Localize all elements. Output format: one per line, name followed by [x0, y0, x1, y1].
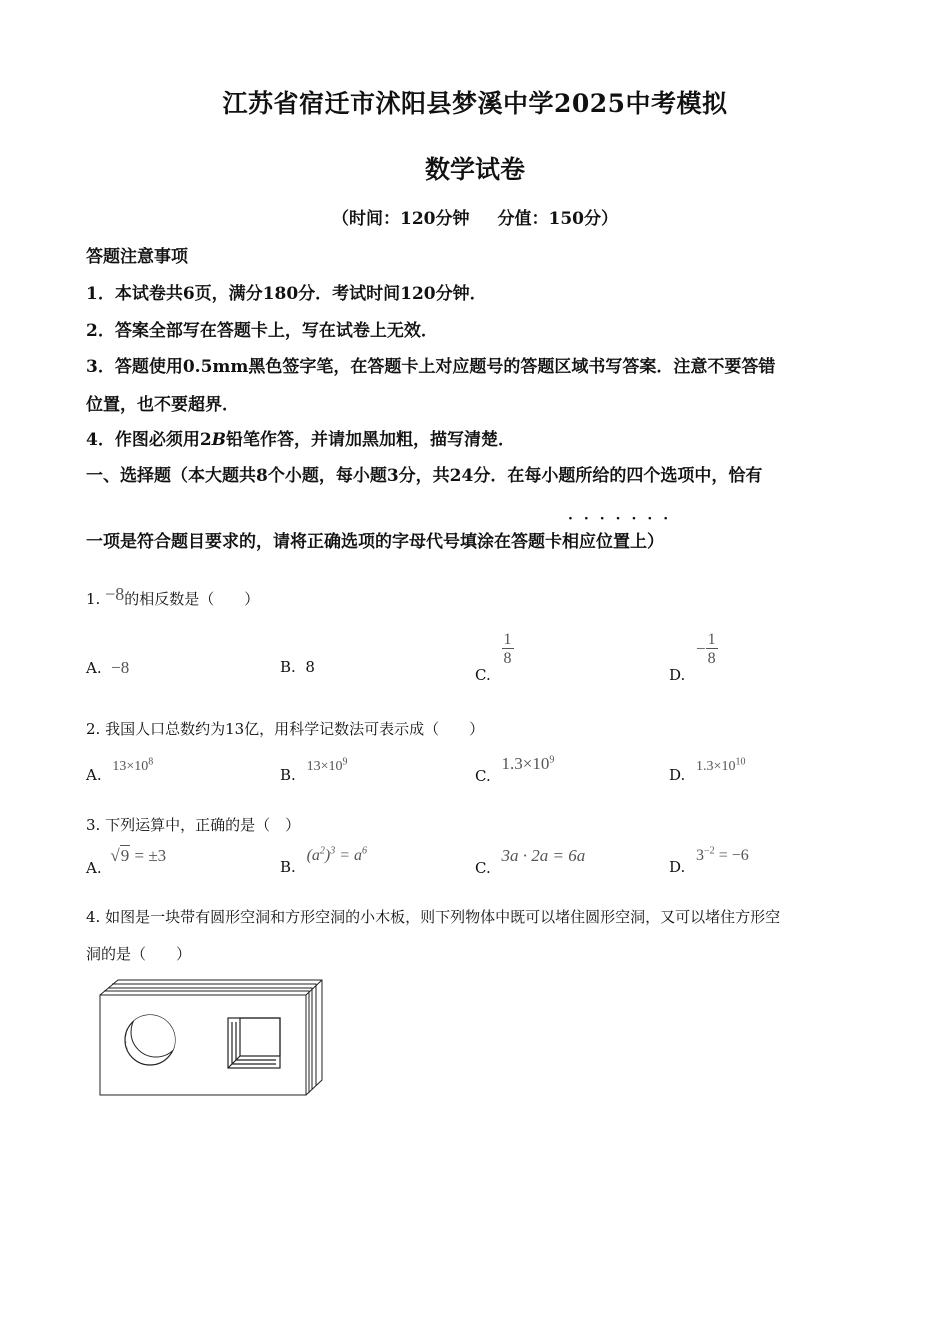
option-label: C.: [475, 767, 491, 785]
q1-option-a[interactable]: [86, 658, 129, 678]
exam-title: 江苏省宿迁市沭阳县梦溪中学2025中考模拟: [222, 89, 728, 118]
square-hole: [228, 1018, 280, 1068]
option-label: D.: [669, 766, 686, 784]
paren: ): [324, 847, 331, 865]
option-label: B.: [280, 658, 296, 676]
exponent: 8: [148, 756, 154, 768]
base: 1.3×10: [501, 754, 550, 773]
q1-number: 1.: [86, 590, 101, 608]
wooden-board-figure: [98, 978, 328, 1100]
option-value: [306, 756, 348, 774]
score-label: 分值：150分）: [497, 209, 618, 229]
exponent: −2: [704, 846, 715, 857]
q3-option-b[interactable]: [280, 846, 368, 877]
question-4b: 洞的是（ ）: [86, 945, 192, 963]
option-value: 8: [305, 658, 315, 676]
note-4-post: 铅笔作答，并请加黑加粗，描写清楚．: [226, 430, 516, 450]
option-value: [696, 847, 749, 864]
q1-option-b[interactable]: [280, 658, 315, 676]
exp-3: 6: [362, 846, 368, 857]
note-3a: 3．答题使用0.5mm黑色签字笔，在答题卡上对应题号的答题区域书写答案．注意不要答错: [86, 357, 776, 377]
note-4-b: B: [211, 430, 227, 450]
notes-heading: 答题注意事项: [86, 247, 188, 267]
section-1-heading-b: 一项是符合题目要求的，请将正确选项的字母代号填涂在答题卡相应位置上）: [86, 532, 664, 552]
note-1: 1．本试卷共6页，满分180分．考试时间120分钟．: [86, 284, 487, 304]
question-4a: 4. 如图是一块带有圆形空洞和方形空洞的小木板，则下列物体中既可以堵住圆形空洞，又可以堵住方形空: [86, 908, 781, 926]
q1-text: 的相反数是（ ）: [124, 590, 260, 608]
q3-option-d[interactable]: [669, 846, 749, 877]
base: 3: [696, 847, 705, 865]
circle-hole: [118, 1007, 188, 1078]
question-1: [86, 584, 260, 609]
option-value: √9 = ±3: [110, 846, 167, 865]
base: 13×10: [112, 759, 149, 774]
radicand: 9: [120, 846, 130, 865]
note-4: [86, 425, 515, 450]
option-value: [112, 756, 154, 774]
section-1-heading-a: 一、选择题（本大题共8个小题，每小题3分，共24分．在每小题所给的四个选项中，恰有: [86, 466, 763, 486]
exp-2: 3: [330, 846, 336, 857]
question-3: 3. 下列运算中，正确的是（ ）: [86, 816, 301, 834]
note-3b: 位置，也不要超界．: [86, 395, 239, 415]
fraction: [706, 632, 718, 667]
exam-subject: 数学试卷: [424, 155, 525, 184]
q1-option-c[interactable]: [475, 631, 514, 684]
q3-option-c[interactable]: [475, 846, 586, 877]
option-label: D.: [669, 858, 686, 877]
minus-sign: −: [696, 638, 706, 658]
rest: = ±3: [130, 846, 167, 865]
fraction: [502, 632, 514, 667]
q1-expr: −8: [105, 584, 125, 604]
rest: = −6: [714, 847, 749, 865]
base: 13×10: [306, 759, 343, 774]
q2-option-b[interactable]: [280, 756, 348, 784]
exponent: 9: [342, 756, 348, 768]
q2-option-a[interactable]: [86, 756, 154, 784]
numerator: 1: [707, 631, 716, 648]
option-value: [696, 756, 746, 774]
q2-option-d[interactable]: [669, 756, 746, 784]
option-label: B.: [280, 766, 296, 784]
option-value: [307, 847, 367, 864]
time-label: （时间：120分钟: [332, 209, 470, 229]
denominator: 8: [707, 650, 716, 667]
note-4-pre: 4．作图必须用2: [86, 430, 212, 450]
option-label: C.: [475, 859, 491, 877]
numerator: 1: [503, 631, 512, 648]
emphasis-dots: ·······: [568, 511, 680, 527]
base: 1.3×10: [696, 759, 736, 774]
option-value: 3a · 2a = 6a: [501, 846, 586, 865]
exam-time-score: [0, 204, 950, 229]
q3-option-a[interactable]: [86, 846, 167, 877]
exponent: 10: [735, 756, 746, 768]
note-2: 2．答案全部写在答题卡上，写在试卷上无效．: [86, 321, 438, 341]
q2-option-c[interactable]: [475, 754, 555, 785]
base-a: (a: [306, 847, 320, 865]
option-value: −8: [111, 658, 130, 677]
option-value: [502, 754, 555, 773]
option-label: C.: [475, 665, 491, 684]
question-2: 2. 我国人口总数约为13亿，用科学记数法可表示成（ ）: [86, 720, 485, 738]
exponent: 9: [549, 754, 555, 766]
q1-option-d[interactable]: [669, 631, 718, 684]
option-label: B.: [280, 858, 296, 877]
option-label: D.: [669, 665, 686, 684]
equals: = a: [335, 847, 363, 865]
exp-1: 2: [319, 846, 325, 857]
option-label: A.: [86, 766, 102, 784]
option-label: A.: [86, 659, 102, 677]
denominator: 8: [503, 650, 512, 667]
option-label: A.: [86, 859, 102, 877]
